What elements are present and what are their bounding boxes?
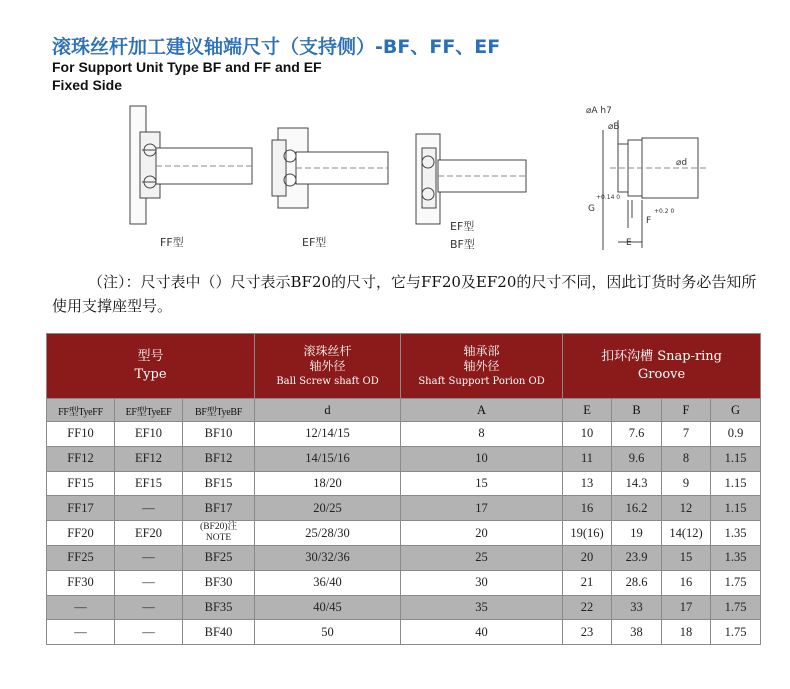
table-cell: 7 xyxy=(662,422,711,447)
table-cell: 36/40 xyxy=(255,570,401,595)
table-cell: 50 xyxy=(255,620,401,645)
table-cell: 21 xyxy=(563,570,612,595)
table-cell: 22 xyxy=(563,595,612,620)
header-screw-od xyxy=(255,334,401,399)
dim-label-d: ⌀d xyxy=(676,158,688,168)
table-cell: 1.35 xyxy=(711,545,761,570)
table-cell: 1.15 xyxy=(711,471,761,496)
table-row xyxy=(47,446,761,471)
table-cell: 38 xyxy=(612,620,662,645)
table-cell: 40/45 xyxy=(255,595,401,620)
table-cell: 28.6 xyxy=(612,570,662,595)
dim-label-G: G xyxy=(588,204,595,214)
table-row xyxy=(47,422,761,447)
table-row xyxy=(47,496,761,521)
header-bearing-en: Shaft Support Porion OD xyxy=(418,375,545,387)
table-row xyxy=(47,471,761,496)
table-row xyxy=(47,545,761,570)
table-cell: — xyxy=(115,595,183,620)
subtitle-line-1: For Support Unit Type BF and FF and EF xyxy=(52,59,322,75)
table-cell: EF10 xyxy=(115,422,183,447)
subhead-G: G xyxy=(711,399,761,422)
table-cell: FF12 xyxy=(47,446,115,471)
table-cell: BF35 xyxy=(183,595,255,620)
table-cell: — xyxy=(47,595,115,620)
header-screw-cn-1: 滚珠丝杆 xyxy=(303,343,352,358)
table-cell: 18 xyxy=(662,620,711,645)
dim-label-B: ⌀B xyxy=(608,122,620,132)
subhead-ff: FF型TyeFF xyxy=(47,399,115,422)
shaft-end-detail xyxy=(603,120,706,250)
table-cell: 20 xyxy=(563,545,612,570)
table-cell: FF30 xyxy=(47,570,115,595)
drawings-svg xyxy=(110,100,710,260)
table-cell: 12/14/15 xyxy=(255,422,401,447)
table-cell: — xyxy=(115,620,183,645)
table-cell: 8 xyxy=(401,422,563,447)
table-cell: (BF20)注 NOTE xyxy=(183,521,255,546)
table-cell: EF12 xyxy=(115,446,183,471)
table-cell: 14.3 xyxy=(612,471,662,496)
table-cell: 14(12) xyxy=(662,521,711,546)
table-row xyxy=(47,570,761,595)
table-cell: BF25 xyxy=(183,545,255,570)
dimension-table xyxy=(46,333,761,645)
table-cell: FF10 xyxy=(47,422,115,447)
table-cell: 9 xyxy=(662,471,711,496)
ef-bf-figure-label-1: EF型 xyxy=(450,220,475,233)
table-cell: 25/28/30 xyxy=(255,521,401,546)
table-cell: 18/20 xyxy=(255,471,401,496)
header-type-cn: 型号 xyxy=(137,349,164,364)
order-note: （注）：尺寸表中（）尺寸表示BF20的尺寸，它与FF20及EF20的尺寸不同，因此订货时务必告知所使用支撑座型号。 xyxy=(52,273,757,315)
table-cell: 10 xyxy=(401,446,563,471)
table-cell: 16 xyxy=(563,496,612,521)
ef-bf-figure-label-2: BF型 xyxy=(450,238,475,251)
table-row xyxy=(47,620,761,645)
table-cell: 1.15 xyxy=(711,496,761,521)
subhead-A: A xyxy=(401,399,563,422)
table-cell: 1.35 xyxy=(711,521,761,546)
table-cell: FF25 xyxy=(47,545,115,570)
table-cell: 30 xyxy=(401,570,563,595)
table-cell: BF10 xyxy=(183,422,255,447)
table-row xyxy=(47,595,761,620)
table-cell: 9.6 xyxy=(612,446,662,471)
table-cell: 23 xyxy=(563,620,612,645)
table-cell: — xyxy=(115,570,183,595)
table-cell: 17 xyxy=(662,595,711,620)
header-screw-cn-2: 轴外径 xyxy=(309,358,346,373)
table-cell: 8 xyxy=(662,446,711,471)
dim-label-E: E xyxy=(626,238,632,248)
table-cell: 13 xyxy=(563,471,612,496)
table-cell: 35 xyxy=(401,595,563,620)
header-groove-cn: 扣环沟槽 Snap-ring xyxy=(601,349,723,364)
table-cell: 1.15 xyxy=(711,446,761,471)
table-cell: 14/15/16 xyxy=(255,446,401,471)
subhead-F: F xyxy=(662,399,711,422)
table-cell: 16 xyxy=(662,570,711,595)
table-cell: 16.2 xyxy=(612,496,662,521)
table-cell: BF12 xyxy=(183,446,255,471)
dim-label-F: F xyxy=(646,216,652,226)
table-cell: 15 xyxy=(401,471,563,496)
subhead-bf: BF型TyeBF xyxy=(183,399,255,422)
table-cell: 1.75 xyxy=(711,595,761,620)
ef-unit-drawing xyxy=(272,128,388,208)
table-cell: 19(16) xyxy=(563,521,612,546)
bf-unit-drawing xyxy=(416,134,526,224)
dim-tol-G: +0.14 0 xyxy=(596,194,621,201)
table-cell: 12 xyxy=(662,496,711,521)
support-unit-drawings xyxy=(110,100,710,260)
header-groove xyxy=(563,334,761,399)
table-cell: BF17 xyxy=(183,496,255,521)
table-cell: 33 xyxy=(612,595,662,620)
table-cell: EF15 xyxy=(115,471,183,496)
ff-unit-drawing xyxy=(130,106,252,224)
header-screw-en: Ball Screw shaft OD xyxy=(276,375,379,387)
header-bearing-od xyxy=(401,334,563,399)
subhead-B: B xyxy=(612,399,662,422)
table-cell: 0.9 xyxy=(711,422,761,447)
page-subtitle xyxy=(52,58,322,94)
table-cell: — xyxy=(47,620,115,645)
table-cell: 1.75 xyxy=(711,620,761,645)
table-cell: FF20 xyxy=(47,521,115,546)
table-cell: EF20 xyxy=(115,521,183,546)
dim-label-A: ⌀A h7 xyxy=(586,106,612,116)
table-cell: BF30 xyxy=(183,570,255,595)
table-cell: 25 xyxy=(401,545,563,570)
table-cell: 30/32/36 xyxy=(255,545,401,570)
table-row xyxy=(47,521,761,546)
subhead-d: d xyxy=(255,399,401,422)
table-cell: BF15 xyxy=(183,471,255,496)
dim-tol-F: +0.2 0 xyxy=(654,208,675,215)
table-cell: 17 xyxy=(401,496,563,521)
table-cell: BF40 xyxy=(183,620,255,645)
table-cell: 20/25 xyxy=(255,496,401,521)
page-title: 滚珠丝杆加工建议轴端尺寸（支持侧）-BF、FF、EF xyxy=(52,36,501,58)
table-cell: 10 xyxy=(563,422,612,447)
ef-figure-label: EF型 xyxy=(302,236,327,249)
subhead-E: E xyxy=(563,399,612,422)
table-body xyxy=(47,422,761,645)
subhead-ef: EF型TyeEF xyxy=(115,399,183,422)
table-cell: FF15 xyxy=(47,471,115,496)
header-groove-en: Groove xyxy=(637,367,686,382)
table-cell: — xyxy=(115,545,183,570)
table-cell: 40 xyxy=(401,620,563,645)
header-type xyxy=(47,334,255,399)
table-cell: 15 xyxy=(662,545,711,570)
table-cell: — xyxy=(115,496,183,521)
header-bearing-cn-2: 轴外径 xyxy=(463,358,500,373)
table-cell: 23.9 xyxy=(612,545,662,570)
table-cell: 11 xyxy=(563,446,612,471)
subtitle-line-2: Fixed Side xyxy=(52,77,123,93)
header-bearing-cn-1: 轴承部 xyxy=(463,343,500,358)
header-type-en: Type xyxy=(134,367,167,382)
ff-figure-label: FF型 xyxy=(160,236,184,249)
table-cell: 1.75 xyxy=(711,570,761,595)
table-cell: FF17 xyxy=(47,496,115,521)
table-cell: 20 xyxy=(401,521,563,546)
table-cell: 19 xyxy=(612,521,662,546)
table-cell: 7.6 xyxy=(612,422,662,447)
